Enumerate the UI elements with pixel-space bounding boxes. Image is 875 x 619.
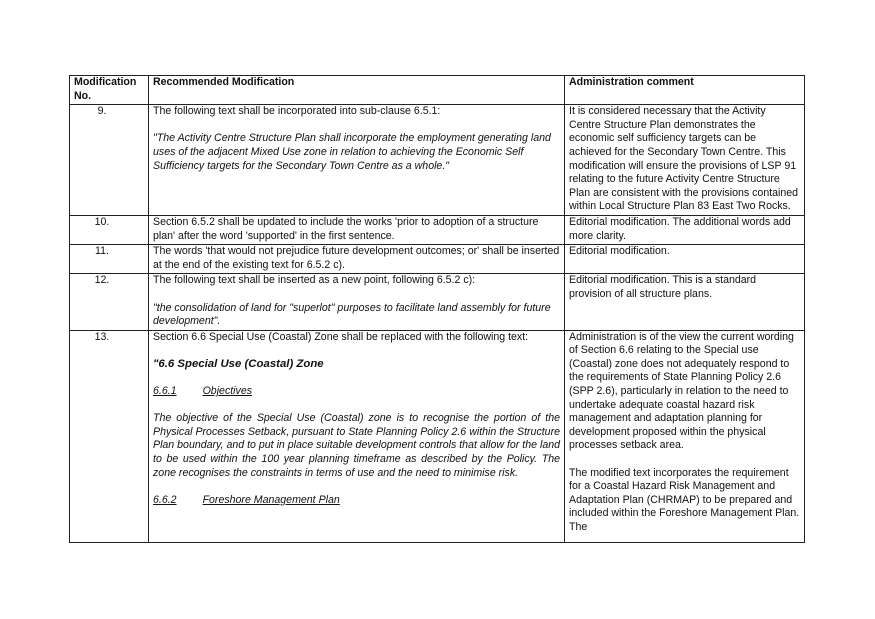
row-number: 12. bbox=[70, 274, 149, 330]
modification-quote: "the consolidation of land for "superlot" purposes to facilitate land assembly for future development". bbox=[153, 301, 551, 328]
table-row bbox=[70, 274, 805, 330]
table-header-row bbox=[70, 76, 805, 105]
modification-cell bbox=[149, 330, 565, 542]
row-number: 13. bbox=[70, 330, 149, 542]
comment-cell: Editorial modification. The additional words add more clarity. bbox=[565, 215, 805, 244]
comment-paragraph: The modified text incorporates the requirement for a Coastal Hazard Risk Management and Adaptation Plan (CHRMAP) to be prepared and included within the Foreshore Management Plan. The bbox=[569, 466, 800, 533]
comment-cell: It is considered necessary that the Activity Centre Structure Plan demonstrates the economic self sufficiency targets can be achieved for the Secondary Town Centre. This modification will ensure the provisions of LSP 91 relating to the future Activity Centre Structure Plan are consistent with the provisions contained within Local Structure Plan 83 East Two Rocks. bbox=[565, 105, 805, 216]
subsection-objectives bbox=[153, 385, 560, 399]
section-heading: "6.6 Special Use (Coastal) Zone bbox=[153, 357, 324, 370]
modification-intro: Section 6.6 Special Use (Coastal) Zone shall be replaced with the following text: bbox=[153, 330, 529, 343]
comment-cell: Editorial modification. This is a standard provision of all structure plans. bbox=[565, 274, 805, 330]
objectives-body: The objective of the Special Use (Coastal) zone is to recognise the portion of the Physical Processes Setback, pursuant to State Planning Policy 2.6 within the Structure Plan boundary, and to put in place suitable development controls that allow for the land to be used within the 100 year planning timeframe as described by the Policy. The zone recognises the constraints in terms of use and the need to minimise risk. bbox=[153, 412, 560, 479]
header-modification-number: Modification No. bbox=[70, 76, 149, 105]
subsection-title: Foreshore Management Plan bbox=[202, 493, 340, 506]
row-number: 11. bbox=[70, 245, 149, 274]
row-number: 9. bbox=[70, 105, 149, 216]
header-administration-comment: Administration comment bbox=[565, 76, 805, 105]
comment-cell: Editorial modification. bbox=[565, 245, 805, 274]
subsection-title: Objectives bbox=[202, 385, 253, 398]
table-row bbox=[70, 330, 805, 542]
modification-cell bbox=[149, 105, 565, 216]
modifications-table bbox=[69, 75, 805, 543]
table-row bbox=[70, 105, 805, 216]
subsection-foreshore bbox=[153, 494, 560, 508]
modification-cell bbox=[149, 274, 565, 330]
modification-intro: The following text shall be incorporated into sub-clause 6.5.1: bbox=[153, 105, 441, 118]
subsection-number: 6.6.1 bbox=[153, 385, 177, 398]
header-recommended-modification: Recommended Modification bbox=[149, 76, 565, 105]
modification-intro: The following text shall be inserted as a new point, following 6.5.2 c): bbox=[153, 274, 476, 287]
table-row bbox=[70, 245, 805, 274]
subsection-number: 6.6.2 bbox=[153, 493, 177, 506]
row-number: 10. bbox=[70, 215, 149, 244]
modification-cell: Section 6.5.2 shall be updated to include the works 'prior to adoption of a structure plan' after the word 'supported' in the first sentence. bbox=[149, 215, 565, 244]
modification-quote: "The Activity Centre Structure Plan shall incorporate the employment generating land uses of the adjacent Mixed Use zone in relation to achieving the Economic Self Sufficiency targets for the Secondary Town Centre as a whole." bbox=[153, 132, 551, 172]
comment-cell bbox=[565, 330, 805, 542]
comment-paragraph: Administration is of the view the current wording of Section 6.6 relating to the Special use (Coastal) zone does not adequately respond to the requirements of State Planning Policy 2.6 (SPP 2.6), particularly in relation to the need to undertake adequate coastal hazard risk management and adaptation planning for development proposed within the physical processes setback area. bbox=[569, 330, 794, 452]
modification-cell: The words 'that would not prejudice future development outcomes; or' shall be inserted at the end of the existing text for 6.5.2 c). bbox=[149, 245, 565, 274]
table-row bbox=[70, 215, 805, 244]
